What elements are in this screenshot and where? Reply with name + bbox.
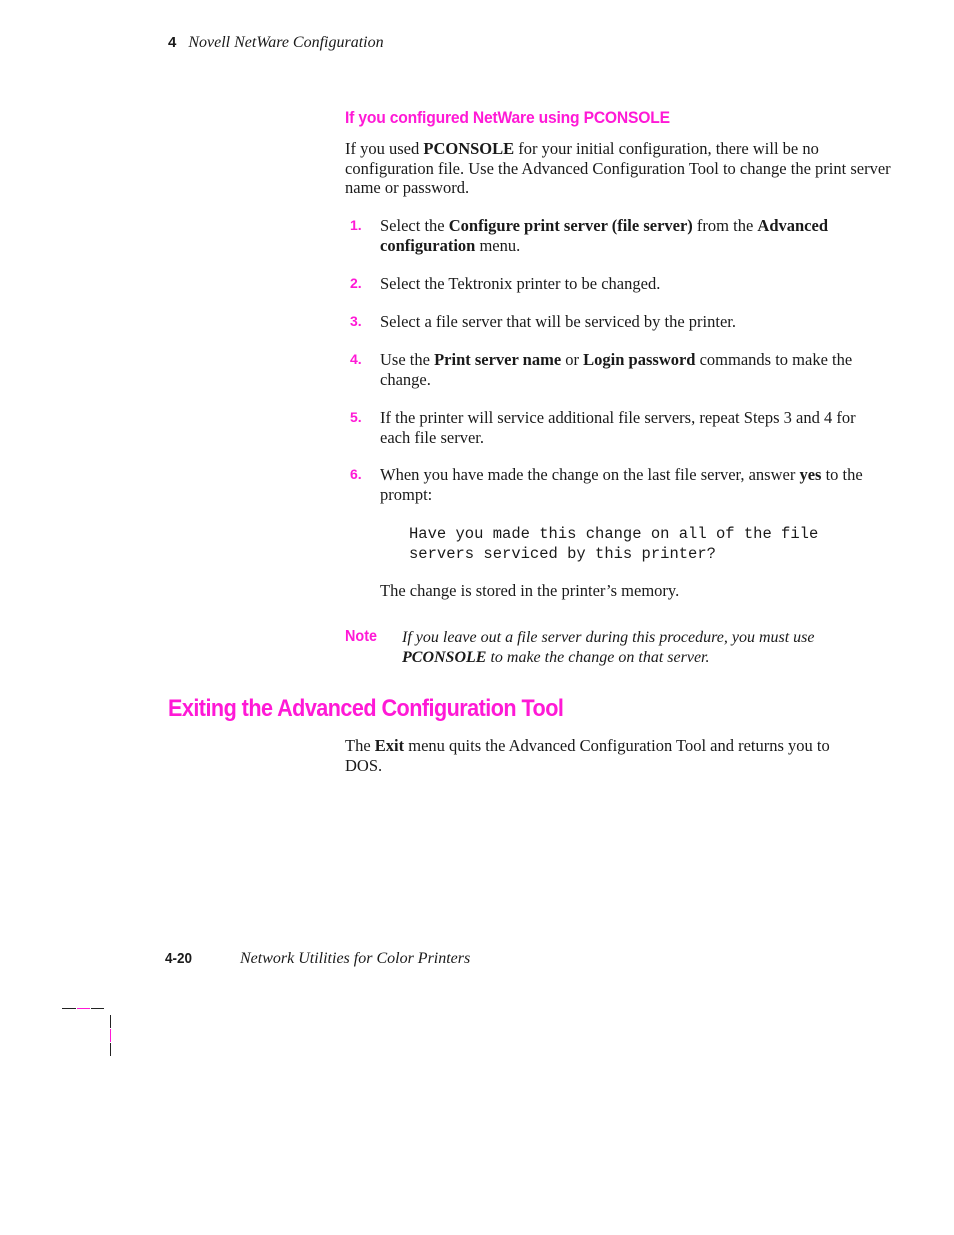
step-1-bold-1: Configure print server (file server) bbox=[448, 216, 693, 235]
intro-paragraph bbox=[345, 139, 905, 198]
step-1-bold-2: Advanced configuration bbox=[380, 216, 828, 255]
step-4-text-3: commands to make the change. bbox=[380, 350, 853, 389]
step-5-text-1: If the printer will service additional file servers, repeat Steps 3 and 4 for each file server. bbox=[380, 408, 856, 447]
crop-mark-vertical-top bbox=[110, 1015, 111, 1028]
chapter-number: 4 bbox=[168, 34, 177, 51]
note-text bbox=[402, 628, 852, 668]
step-3-text-1: Select a file server that will be serviced by the printer. bbox=[380, 312, 736, 331]
step-3-number: 3. bbox=[350, 313, 362, 329]
chapter-title: Novell NetWare Configuration bbox=[188, 34, 384, 51]
main-heading: Exiting the Advanced Configuration Tool bbox=[168, 695, 564, 722]
step-1-text bbox=[380, 216, 870, 255]
step-1-text-2: from the bbox=[692, 216, 758, 235]
running-header bbox=[168, 34, 384, 52]
crop-mark-horizontal-accent bbox=[77, 1008, 90, 1009]
step-6-text-2: to the prompt: bbox=[380, 465, 863, 504]
step-6-bold-yes: yes bbox=[799, 465, 822, 484]
section-heading: If you configured NetWare using PCONSOLE bbox=[345, 108, 670, 127]
note-text-1: If you leave out a file server during this procedure, you must use bbox=[402, 629, 815, 646]
crop-mark-horizontal-left bbox=[62, 1008, 76, 1009]
step-1-number: 1. bbox=[350, 217, 362, 233]
step-5-text bbox=[380, 408, 870, 447]
note-text-2: to make the change on that server. bbox=[486, 649, 710, 666]
crop-mark-vertical-bottom bbox=[110, 1043, 111, 1056]
intro-text-2: for your initial configuration, there will be no configuration file. Use the Advanced Configuration Tool to change the print server name or password. bbox=[345, 139, 891, 197]
footer-book-title: Network Utilities for Color Printers bbox=[240, 950, 471, 967]
step-3-text bbox=[380, 312, 870, 332]
step-2-text-1: Select the Tektronix printer to be changed. bbox=[380, 274, 661, 293]
step-2-number: 2. bbox=[350, 275, 362, 291]
step-4-text bbox=[380, 350, 870, 389]
step-6-text-1: When you have made the change on the last file server, answer bbox=[380, 465, 800, 484]
exit-paragraph bbox=[345, 736, 865, 775]
step-2-text bbox=[380, 274, 870, 294]
exit-text-2: menu quits the Advanced Configuration Tool and returns you to DOS. bbox=[345, 736, 830, 775]
step-6-text bbox=[380, 465, 870, 504]
footer-page-number: 4-20 bbox=[165, 950, 193, 967]
step-4-bold-1: Print server name bbox=[434, 350, 562, 369]
intro-text-1: If you used bbox=[345, 139, 424, 158]
prompt-code-block: Have you made this change on all of the file servers serviced by this printer? bbox=[409, 525, 819, 563]
exit-bold-exit: Exit bbox=[374, 736, 405, 755]
step-6-number: 6. bbox=[350, 466, 362, 482]
step-5-number: 5. bbox=[350, 409, 362, 425]
intro-bold-pconsole: PCONSOLE bbox=[423, 139, 515, 158]
note-label: Note bbox=[345, 628, 378, 645]
crop-mark-horizontal-right bbox=[91, 1008, 104, 1009]
step-4-number: 4. bbox=[350, 351, 362, 367]
step-1-text-1: Select the bbox=[380, 216, 449, 235]
step-4-text-2: or bbox=[561, 350, 584, 369]
exit-text-1: The bbox=[345, 736, 375, 755]
stored-paragraph: The change is stored in the printer’s memory. bbox=[380, 581, 680, 600]
step-4-text-1: Use the bbox=[380, 350, 435, 369]
step-4-bold-2: Login password bbox=[583, 350, 696, 369]
crop-mark-vertical-accent bbox=[110, 1029, 111, 1042]
step-1-text-3: menu. bbox=[475, 235, 521, 255]
note-bold-pconsole: PCONSOLE bbox=[402, 649, 487, 666]
